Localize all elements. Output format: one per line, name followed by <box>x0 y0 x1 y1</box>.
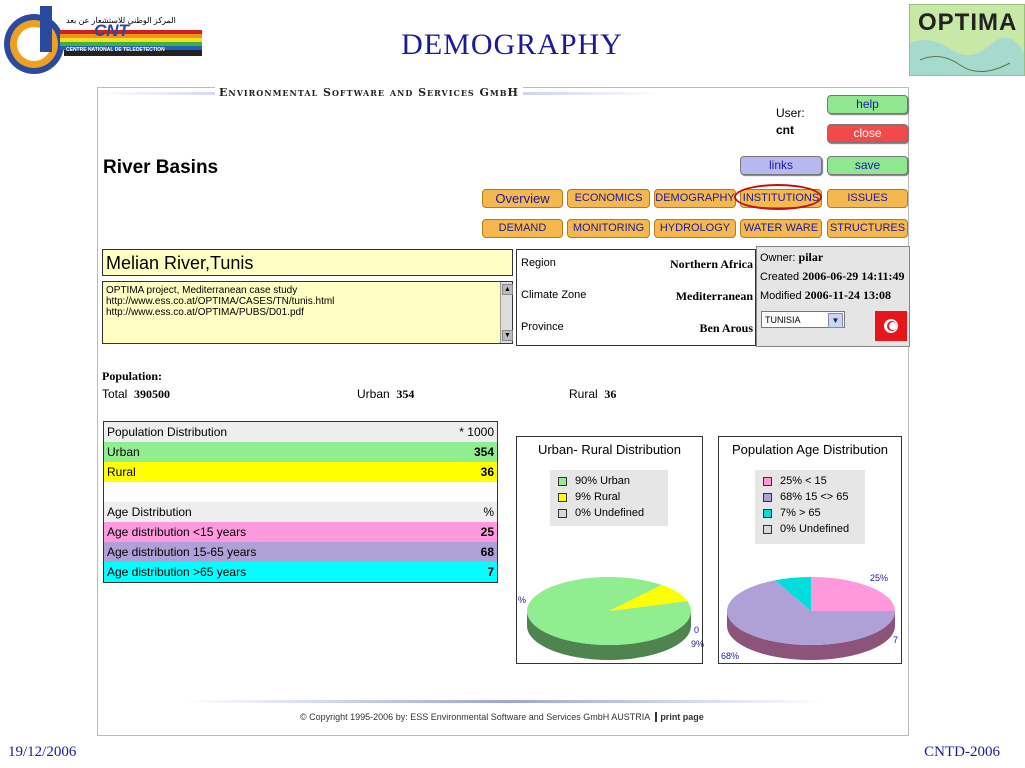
population-heading: Population: <box>102 369 163 383</box>
country-select-value: TUNISIA <box>765 315 801 325</box>
copyright-text: © Copyright 1995-2006 by: ESS Environmental Software and Services GmbH AUSTRIA <box>300 712 650 722</box>
info-value: Ben Arous <box>699 321 753 335</box>
age-distribution-pie <box>719 437 901 663</box>
table-header <box>104 502 497 522</box>
table-header <box>104 422 497 442</box>
legend-label: 0% Undefined <box>780 523 850 535</box>
table-row <box>104 542 497 562</box>
save-button[interactable]: save <box>827 156 908 175</box>
cnt-logo-arabic: المركز الوطني للاستشعار عن بعد <box>66 16 176 25</box>
tunisia-flag-icon <box>875 311 907 341</box>
table-header-unit: * 1000 <box>459 425 494 439</box>
row-value: 7 <box>487 565 494 579</box>
info-region <box>521 257 753 269</box>
table-row <box>104 522 497 542</box>
info-value: Mediterranean <box>675 289 753 303</box>
row-label: Age distribution 15-65 years <box>107 545 257 559</box>
created-line <box>760 269 905 284</box>
optima-logo-text: OPTIMA <box>918 9 1018 36</box>
urban-value: 354 <box>396 387 415 401</box>
description-scrollbar[interactable] <box>500 282 512 343</box>
info-label: Region <box>521 257 556 269</box>
urban-rural-chart <box>516 436 703 664</box>
pie-edge-label: 0 <box>694 625 700 635</box>
nav-issues[interactable]: ISSUES <box>827 189 908 208</box>
nav-economics[interactable]: ECONOMICS <box>567 189 650 208</box>
pie-edge-label: % <box>518 595 527 605</box>
rural-label: Rural <box>569 387 598 401</box>
info-climate-zone <box>521 289 753 301</box>
table-row <box>104 442 497 462</box>
optima-logo <box>909 4 1025 76</box>
chart-title: Population Age Distribution <box>731 442 889 457</box>
owner-line <box>760 250 823 265</box>
cnt-logo-subtitle: CENTRE NATIONAL DE TELEDETECTION <box>66 47 165 53</box>
row-label: Age distribution >65 years <box>107 565 247 579</box>
nav-overview[interactable]: Overview <box>482 189 563 208</box>
legend-label: 9% Rural <box>575 491 621 503</box>
nav-hydrology[interactable]: HYDROLOGY <box>654 219 736 238</box>
user-value: cnt <box>776 123 794 137</box>
row-label: Urban <box>107 445 140 459</box>
rural-value: 36 <box>604 387 617 401</box>
modified-value: 2006-11-24 13:08 <box>804 288 891 302</box>
scroll-down-icon[interactable]: ▼ <box>502 330 513 341</box>
pie-edge-label: 68% <box>721 651 740 661</box>
nav-demography[interactable]: DEMOGRAPHY <box>654 189 736 208</box>
row-label: Age distribution <15 years <box>107 525 247 539</box>
legend-label: 90% Urban <box>575 475 631 487</box>
description-line: OPTIMA project, Mediterranean case study <box>106 285 298 296</box>
row-value: 354 <box>473 445 494 459</box>
institutions-highlight <box>734 184 822 210</box>
slide-date: 19/12/2006 <box>8 744 77 760</box>
nav-institutions[interactable]: INSTITUTIONS <box>740 189 822 208</box>
legend-label: 7% > 65 <box>780 507 821 519</box>
row-label: Rural <box>107 465 136 479</box>
table-header-label: Age Distribution <box>107 505 192 519</box>
nav-structures[interactable]: STRUCTURES <box>827 219 908 238</box>
age-distribution-chart <box>718 436 902 664</box>
population-total <box>102 387 170 402</box>
modified-line <box>760 288 891 303</box>
row-value: 68 <box>480 545 494 559</box>
modified-label: Modified <box>760 290 802 302</box>
info-label: Climate Zone <box>521 289 587 301</box>
company-name: Environmental Software and Services GmbH <box>215 86 523 99</box>
created-label: Created <box>760 271 800 283</box>
nav-monitoring[interactable]: MONITORING <box>567 219 650 238</box>
basin-info-panel <box>516 249 756 346</box>
page-title: River Basins <box>103 157 219 178</box>
print-page-link[interactable]: print page <box>655 712 704 722</box>
population-distribution-table <box>103 421 498 583</box>
footer-rule <box>186 700 826 703</box>
urban-rural-pie <box>517 437 705 663</box>
pie-edge-label: 25% <box>870 573 889 583</box>
description-line: http://www.ess.co.at/OPTIMA/CASES/TN/tunis.html <box>106 296 335 307</box>
scroll-up-icon[interactable]: ▲ <box>502 284 513 295</box>
copyright-line <box>300 712 704 722</box>
pie-edge-label: 9% <box>691 639 705 649</box>
total-value: 390500 <box>134 387 171 401</box>
links-button[interactable]: links <box>740 156 822 175</box>
owner-value: pilar <box>798 250 824 264</box>
chevron-down-icon[interactable]: ▼ <box>828 313 843 328</box>
table-row <box>104 462 497 482</box>
legend-label: 68% 15 <> 65 <box>780 491 849 503</box>
urban-label: Urban <box>357 387 390 401</box>
legend-label: 25% < 15 <box>780 475 827 487</box>
owner-label: Owner: <box>760 252 796 264</box>
slide-footer-right: CNTD-2006 <box>924 744 1000 760</box>
river-name-field[interactable]: Melian River,Tunis <box>102 249 513 276</box>
cnt-logo-text: CNT <box>94 21 129 40</box>
total-label: Total <box>102 387 128 401</box>
table-row <box>104 562 497 582</box>
info-province <box>521 321 753 333</box>
user-label: User: <box>776 106 805 120</box>
owner-panel <box>756 246 910 347</box>
info-value: Northern Africa <box>670 257 753 271</box>
description-field[interactable] <box>102 281 513 344</box>
created-value: 2006-06-29 14:11:49 <box>802 269 905 283</box>
table-header-unit: % <box>483 505 494 519</box>
population-urban <box>357 387 414 402</box>
population-rural <box>569 387 616 402</box>
pie-edge-label: 7 <box>893 635 899 645</box>
table-spacer <box>104 482 497 502</box>
help-button[interactable]: help <box>827 95 908 114</box>
legend-label: 0% Undefined <box>575 507 645 519</box>
chart-title: Urban- Rural Distribution <box>537 442 682 457</box>
nav-water-ware[interactable]: WATER WARE <box>740 219 822 238</box>
country-select[interactable] <box>761 311 845 328</box>
description-line: http://www.ess.co.at/OPTIMA/PUBS/D01.pdf <box>106 307 304 318</box>
info-label: Province <box>521 321 564 333</box>
close-button[interactable]: close <box>827 124 908 143</box>
row-value: 36 <box>480 465 494 479</box>
table-header-label: Population Distribution <box>107 425 228 439</box>
nav-demand[interactable]: DEMAND <box>482 219 563 238</box>
slide-title: DEMOGRAPHY <box>401 28 623 61</box>
row-value: 25 <box>480 525 494 539</box>
